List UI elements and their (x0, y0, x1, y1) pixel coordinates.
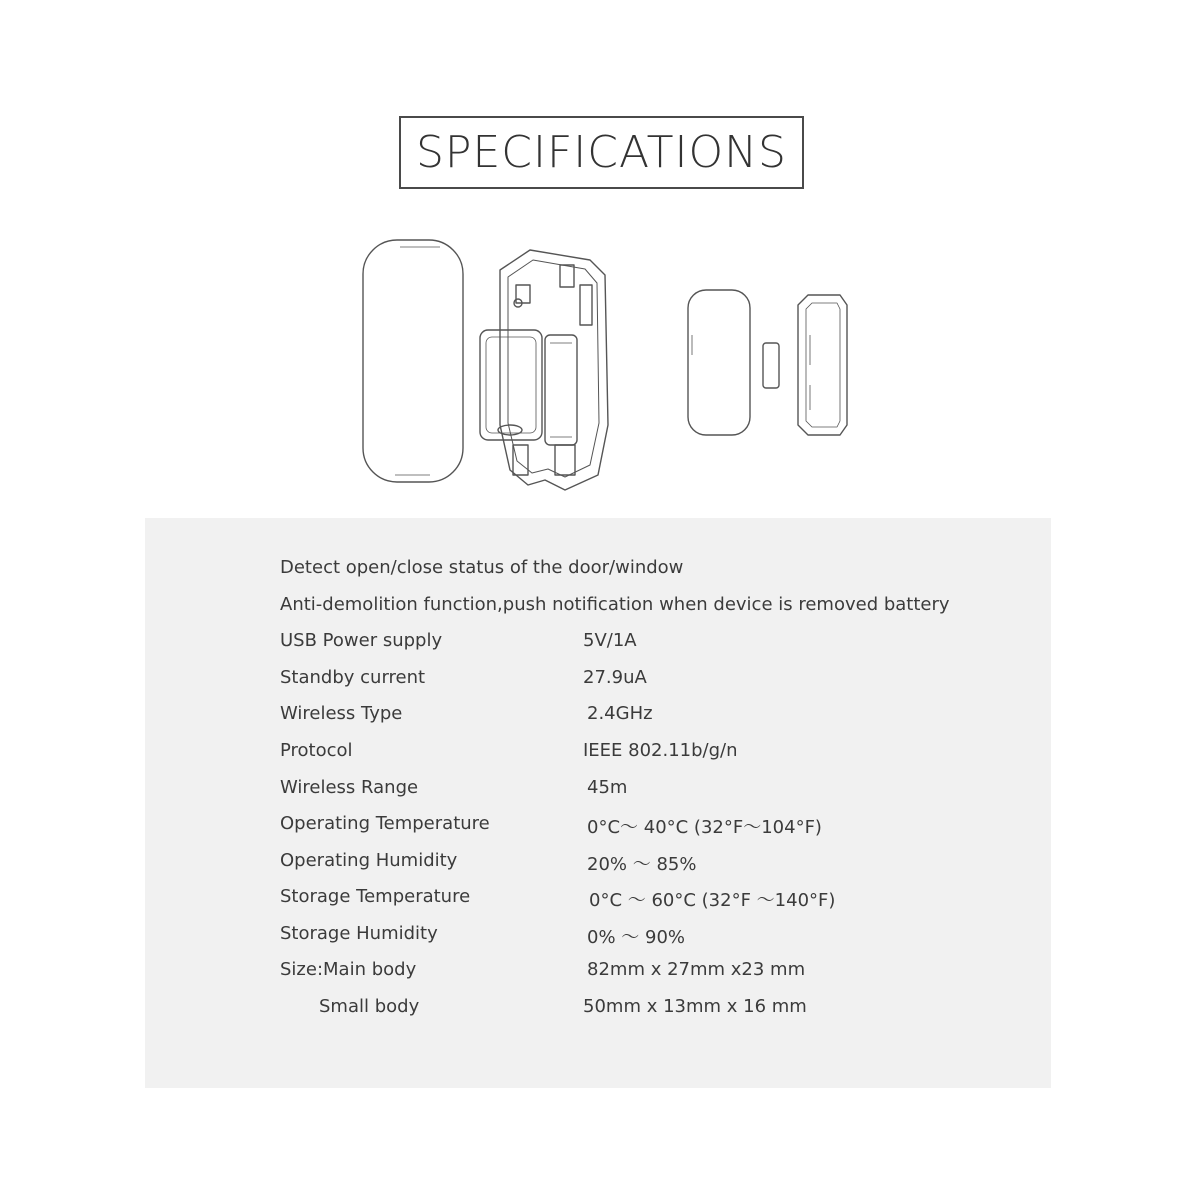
spec-value: 2.4GHz (587, 703, 653, 724)
spec-value: 0°C～ 40°C (32°F～104°F) (587, 817, 822, 838)
spec-value: 0°C ～ 60°C (32°F ～140°F) (589, 890, 836, 911)
spec-value: 50mm x 13mm x 16 mm (583, 996, 807, 1017)
sensor-circuit-board-icon (480, 250, 608, 490)
spec-label: Operating Humidity (280, 850, 458, 871)
spec-label: Storage Temperature (280, 886, 471, 907)
description-line: Detect open/close status of the door/window (280, 557, 684, 578)
spec-row-size-main-body (145, 959, 1051, 989)
spec-value: 5V/1A (583, 630, 637, 651)
spec-row-storage-humidity (145, 923, 1051, 953)
spec-row-operating-temperature (145, 813, 1051, 843)
spec-value: 45m (587, 777, 628, 798)
magnet-body-icon (688, 290, 750, 435)
spec-label: Storage Humidity (280, 923, 438, 944)
spec-value: 20% ～ 85% (587, 854, 697, 875)
spec-label: Wireless Type (280, 703, 403, 724)
spec-panel (145, 518, 1051, 1088)
spec-value: 0% ～ 90% (587, 927, 686, 948)
spec-row-size-small-body (145, 996, 1051, 1026)
specifications-title-box (399, 116, 804, 189)
magnet-housing-icon (798, 295, 847, 435)
spec-row-operating-humidity (145, 850, 1051, 880)
product-illustration (340, 225, 880, 505)
page-title: SPECIFICATIONS (416, 127, 787, 178)
spec-row-standby-current (145, 667, 1051, 697)
spec-label: Wireless Range (280, 777, 419, 798)
description-line: Anti-demolition function,push notification when device is removed battery (280, 594, 950, 615)
spec-label: Standby current (280, 667, 426, 688)
spec-label: Operating Temperature (280, 813, 490, 834)
spec-label: Small body (319, 996, 420, 1017)
spec-row-wireless-type (145, 703, 1051, 733)
spec-row-storage-temperature (145, 886, 1051, 916)
spec-value: IEEE 802.11b/g/n (583, 740, 738, 761)
magnet-core-icon (763, 343, 779, 388)
spec-label: USB Power supply (280, 630, 443, 651)
spec-value: 27.9uA (583, 667, 647, 688)
spec-row-protocol (145, 740, 1051, 770)
spec-row-wireless-range (145, 777, 1051, 807)
spec-label: Protocol (280, 740, 353, 761)
spec-value: 82mm x 27mm x23 mm (587, 959, 806, 980)
spec-row-usb-power (145, 630, 1051, 660)
spec-label: Size:Main body (280, 959, 417, 980)
sensor-cover-icon (363, 240, 463, 482)
